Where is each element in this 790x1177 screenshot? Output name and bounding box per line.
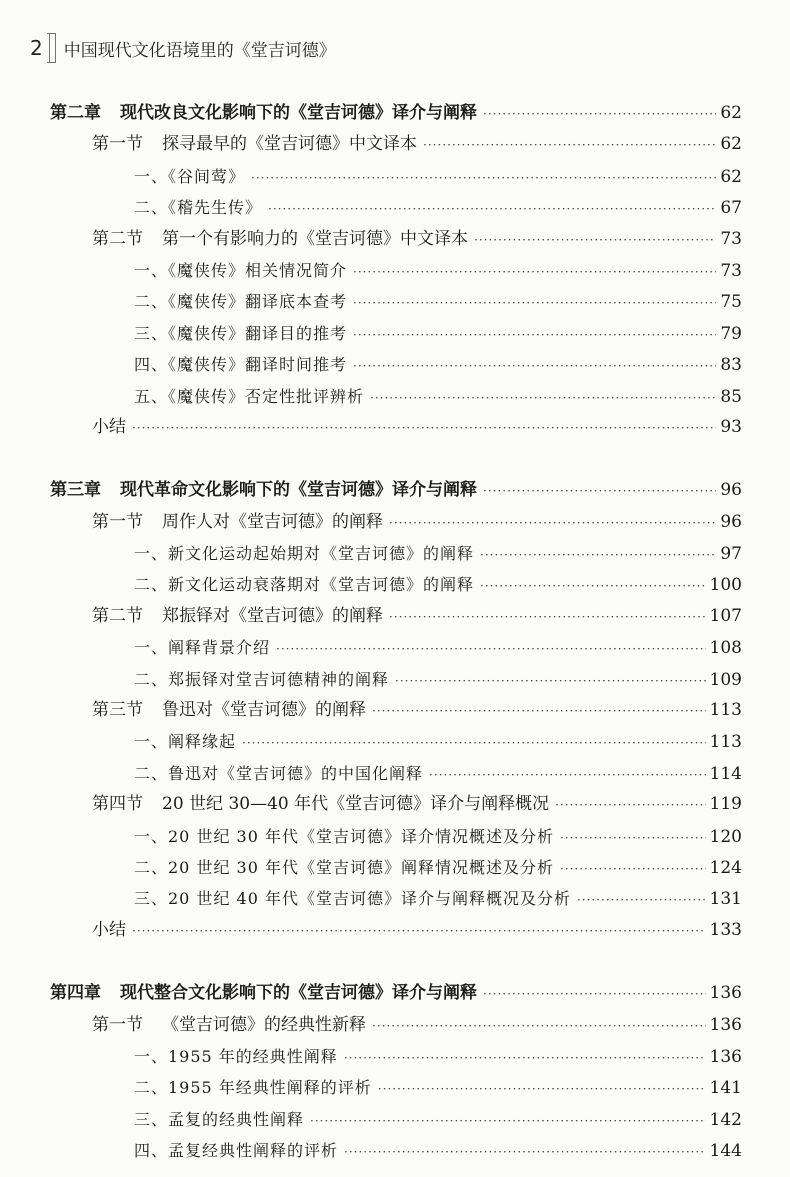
chapter-gap bbox=[0, 946, 790, 978]
toc-entry-item[interactable] bbox=[0, 318, 790, 349]
toc-entry-page: 108 bbox=[709, 638, 742, 659]
toc-entry-page: 93 bbox=[720, 416, 742, 437]
toc-entry-title: 三、孟复的经典性阐释 bbox=[134, 1109, 305, 1129]
toc-entry-chapter[interactable] bbox=[0, 475, 790, 506]
toc-entry-title: 二、《魔侠传》翻译底本查考 bbox=[134, 292, 348, 312]
toc-entry-title: 郑振铎对《堂吉诃德》的阐释 bbox=[162, 605, 383, 626]
leader-dots bbox=[268, 194, 716, 225]
toc-entry-title: 《堂吉诃德》的经典性新释 bbox=[162, 1014, 366, 1035]
running-header bbox=[30, 30, 760, 66]
toc-entry-title: 一、阐释背景介绍 bbox=[134, 638, 271, 658]
leader-dots bbox=[353, 257, 716, 288]
toc-entry-title: 二、1955 年经典性阐释的评析 bbox=[134, 1078, 372, 1098]
leader-dots bbox=[353, 288, 716, 319]
toc-entry-title: 二、20 世纪 30 年代《堂吉诃德》阐释情况概述及分析 bbox=[134, 857, 554, 877]
toc-entry-item[interactable] bbox=[0, 349, 790, 380]
leader-dots bbox=[577, 885, 706, 916]
toc-entry-page: 96 bbox=[720, 480, 742, 501]
toc-entry-title: 现代整合文化影响下的《堂吉诃德》译介与阐释 bbox=[120, 983, 477, 1004]
toc-entry-title: 一、《魔侠传》相关情况简介 bbox=[134, 260, 348, 280]
toc-entry-number: 第四章 bbox=[50, 983, 101, 1004]
toc-entry-number: 第二章 bbox=[50, 103, 101, 123]
toc-entry-item[interactable] bbox=[0, 758, 790, 789]
toc-entry-page: 136 bbox=[709, 1046, 742, 1067]
toc-entry-item[interactable] bbox=[0, 161, 790, 192]
toc-entry-title: 二、新文化运动衰落期对《堂吉诃德》的阐释 bbox=[134, 575, 475, 595]
toc-entry-page: 136 bbox=[709, 983, 742, 1004]
leader-dots bbox=[480, 540, 716, 571]
toc-entry-title: 四、《魔侠传》翻译时间推考 bbox=[134, 355, 348, 375]
toc-entry-page: 109 bbox=[709, 669, 742, 690]
leader-dots bbox=[474, 225, 716, 256]
toc-entry-title: 一、《谷间莺》 bbox=[134, 166, 246, 186]
toc-entry-page: 113 bbox=[709, 700, 742, 721]
toc-entry-number: 第一节 bbox=[92, 1014, 143, 1035]
toc-entry-page: 141 bbox=[709, 1078, 742, 1099]
leader-dots bbox=[423, 130, 716, 161]
toc-entry-section[interactable] bbox=[0, 507, 790, 538]
toc-entry-number: 第一节 bbox=[92, 134, 143, 155]
toc-entry-title: 一、1955 年的经典性阐释 bbox=[134, 1046, 338, 1066]
toc-entry-page: 113 bbox=[709, 732, 742, 753]
toc-entry-title: 五、《魔侠传》否定性批评辨析 bbox=[134, 386, 365, 406]
chapter-gap bbox=[0, 443, 790, 475]
toc-entry-title: 四、孟复经典性阐释的评析 bbox=[134, 1141, 339, 1161]
toc-entry-title: 周作人对《堂吉诃德》的阐释 bbox=[162, 511, 383, 532]
toc-entry-page: 62 bbox=[720, 134, 742, 155]
leader-dots bbox=[310, 1106, 706, 1137]
leader-dots bbox=[483, 476, 716, 507]
table-of-contents bbox=[0, 98, 790, 1167]
toc-entry-number: 第三节 bbox=[92, 700, 143, 721]
toc-entry-title: 鲁迅对《堂吉诃德》的阐释 bbox=[162, 700, 366, 721]
leader-dots bbox=[480, 571, 706, 602]
toc-entry-section[interactable] bbox=[0, 129, 790, 160]
toc-entry-title: 小结 bbox=[92, 416, 126, 437]
toc-entry-page: 120 bbox=[709, 826, 742, 847]
toc-entry-section[interactable] bbox=[0, 601, 790, 632]
toc-entry-section[interactable] bbox=[0, 789, 790, 820]
toc-entry-page: 131 bbox=[709, 889, 742, 910]
leader-dots bbox=[560, 823, 706, 854]
toc-entry-item[interactable] bbox=[0, 726, 790, 757]
toc-entry-page: 83 bbox=[720, 355, 742, 376]
toc-entry-page: 97 bbox=[720, 544, 742, 565]
leader-dots bbox=[353, 351, 716, 382]
toc-entry-item[interactable] bbox=[0, 381, 790, 412]
toc-entry-item[interactable] bbox=[0, 255, 790, 286]
toc-entry-item[interactable] bbox=[0, 1072, 790, 1103]
leader-dots bbox=[378, 1074, 706, 1105]
toc-entry-item[interactable] bbox=[0, 538, 790, 569]
leader-dots bbox=[251, 163, 716, 194]
toc-entry-page: 114 bbox=[709, 763, 742, 784]
leader-dots bbox=[483, 99, 716, 130]
toc-entry-item[interactable] bbox=[0, 632, 790, 663]
toc-entry-page: 100 bbox=[709, 575, 742, 596]
toc-entry-item[interactable] bbox=[0, 821, 790, 852]
toc-entry-number: 第三章 bbox=[50, 480, 101, 501]
toc-entry-title: 一、20 世纪 30 年代《堂吉诃德》译介情况概述及分析 bbox=[134, 826, 554, 846]
toc-entry-page: 85 bbox=[720, 386, 742, 407]
leader-dots bbox=[132, 916, 706, 947]
toc-entry-title: 一、阐释缘起 bbox=[134, 732, 237, 752]
toc-entry-page: 73 bbox=[720, 260, 742, 281]
leader-dots bbox=[276, 634, 706, 665]
toc-entry-page: 73 bbox=[720, 228, 742, 249]
toc-entry-summary[interactable] bbox=[0, 915, 790, 946]
running-title: 中国现代文化语境里的《堂吉诃德》 bbox=[63, 40, 336, 61]
toc-entry-section[interactable] bbox=[0, 695, 790, 726]
toc-entry-page: 124 bbox=[709, 857, 742, 878]
leader-dots bbox=[389, 508, 716, 539]
toc-entry-item[interactable] bbox=[0, 1135, 790, 1166]
toc-entry-title: 三、20 世纪 40 年代《堂吉诃德》译介与阐释概况及分析 bbox=[134, 889, 571, 909]
toc-entry-page: 67 bbox=[720, 198, 742, 219]
leader-dots bbox=[560, 854, 706, 885]
toc-entry-item[interactable] bbox=[0, 664, 790, 695]
toc-entry-title: 20 世纪 30—40 年代《堂吉诃德》译介与阐释概况 bbox=[162, 794, 550, 815]
toc-entry-page: 136 bbox=[709, 1014, 742, 1035]
toc-entry-title: 现代改良文化影响下的《堂吉诃德》译介与阐释 bbox=[120, 103, 477, 123]
leader-dots bbox=[372, 1011, 706, 1042]
toc-entry-title: 二、鲁迅对《堂吉诃德》的中国化阐释 bbox=[134, 763, 424, 783]
leader-dots bbox=[429, 760, 706, 791]
toc-entry-item[interactable] bbox=[0, 852, 790, 883]
toc-entry-item[interactable] bbox=[0, 569, 790, 600]
toc-entry-title: 三、《魔侠传》翻译目的推考 bbox=[134, 323, 348, 343]
toc-entry-page: 96 bbox=[720, 511, 742, 532]
toc-entry-number: 第四节 bbox=[92, 794, 143, 815]
leader-dots bbox=[555, 790, 705, 821]
toc-entry-item[interactable] bbox=[0, 1104, 790, 1135]
header-divider bbox=[49, 33, 56, 63]
toc-entry-page: 75 bbox=[720, 292, 742, 313]
toc-entry-page: 62 bbox=[720, 103, 742, 123]
leader-dots bbox=[242, 728, 706, 759]
toc-entry-title: 第一个有影响力的《堂吉诃德》中文译本 bbox=[162, 228, 468, 249]
toc-entry-item[interactable] bbox=[0, 286, 790, 317]
leader-dots bbox=[353, 320, 716, 351]
toc-entry-page: 119 bbox=[709, 794, 742, 815]
toc-entry-title: 现代革命文化影响下的《堂吉诃德》译介与阐释 bbox=[120, 480, 477, 501]
leader-dots bbox=[372, 696, 706, 727]
leader-dots bbox=[132, 413, 716, 444]
toc-entry-page: 144 bbox=[709, 1141, 742, 1162]
toc-entry-page: 79 bbox=[720, 323, 742, 344]
page-number: 2 bbox=[30, 36, 43, 60]
leader-dots bbox=[344, 1137, 706, 1168]
leader-dots bbox=[370, 383, 716, 414]
toc-entry-title: 二、《稽先生传》 bbox=[134, 198, 263, 218]
toc-entry-section[interactable] bbox=[0, 224, 790, 255]
toc-entry-item[interactable] bbox=[0, 883, 790, 914]
leader-dots bbox=[389, 602, 706, 633]
toc-entry-page: 107 bbox=[709, 605, 742, 626]
leader-dots bbox=[395, 666, 706, 697]
toc-entry-number: 第一节 bbox=[92, 511, 143, 532]
toc-entry-title: 探寻最早的《堂吉诃德》中文译本 bbox=[162, 134, 417, 155]
toc-entry-item[interactable] bbox=[0, 192, 790, 223]
toc-entry-title: 小结 bbox=[92, 919, 126, 940]
leader-dots bbox=[344, 1043, 706, 1074]
toc-entry-title: 二、郑振铎对堂吉诃德精神的阐释 bbox=[134, 669, 390, 689]
toc-entry-summary[interactable] bbox=[0, 412, 790, 443]
toc-entry-section[interactable] bbox=[0, 1010, 790, 1041]
leader-dots bbox=[483, 979, 706, 1010]
toc-entry-title: 一、新文化运动起始期对《堂吉诃德》的阐释 bbox=[134, 544, 475, 564]
toc-entry-number: 第二节 bbox=[92, 228, 143, 249]
toc-entry-chapter[interactable] bbox=[0, 978, 790, 1009]
toc-entry-page: 133 bbox=[709, 919, 742, 940]
toc-entry-page: 62 bbox=[720, 166, 742, 187]
toc-entry-chapter[interactable] bbox=[0, 98, 790, 129]
toc-entry-item[interactable] bbox=[0, 1041, 790, 1072]
toc-entry-number: 第二节 bbox=[92, 605, 143, 626]
toc-entry-page: 142 bbox=[709, 1109, 742, 1130]
